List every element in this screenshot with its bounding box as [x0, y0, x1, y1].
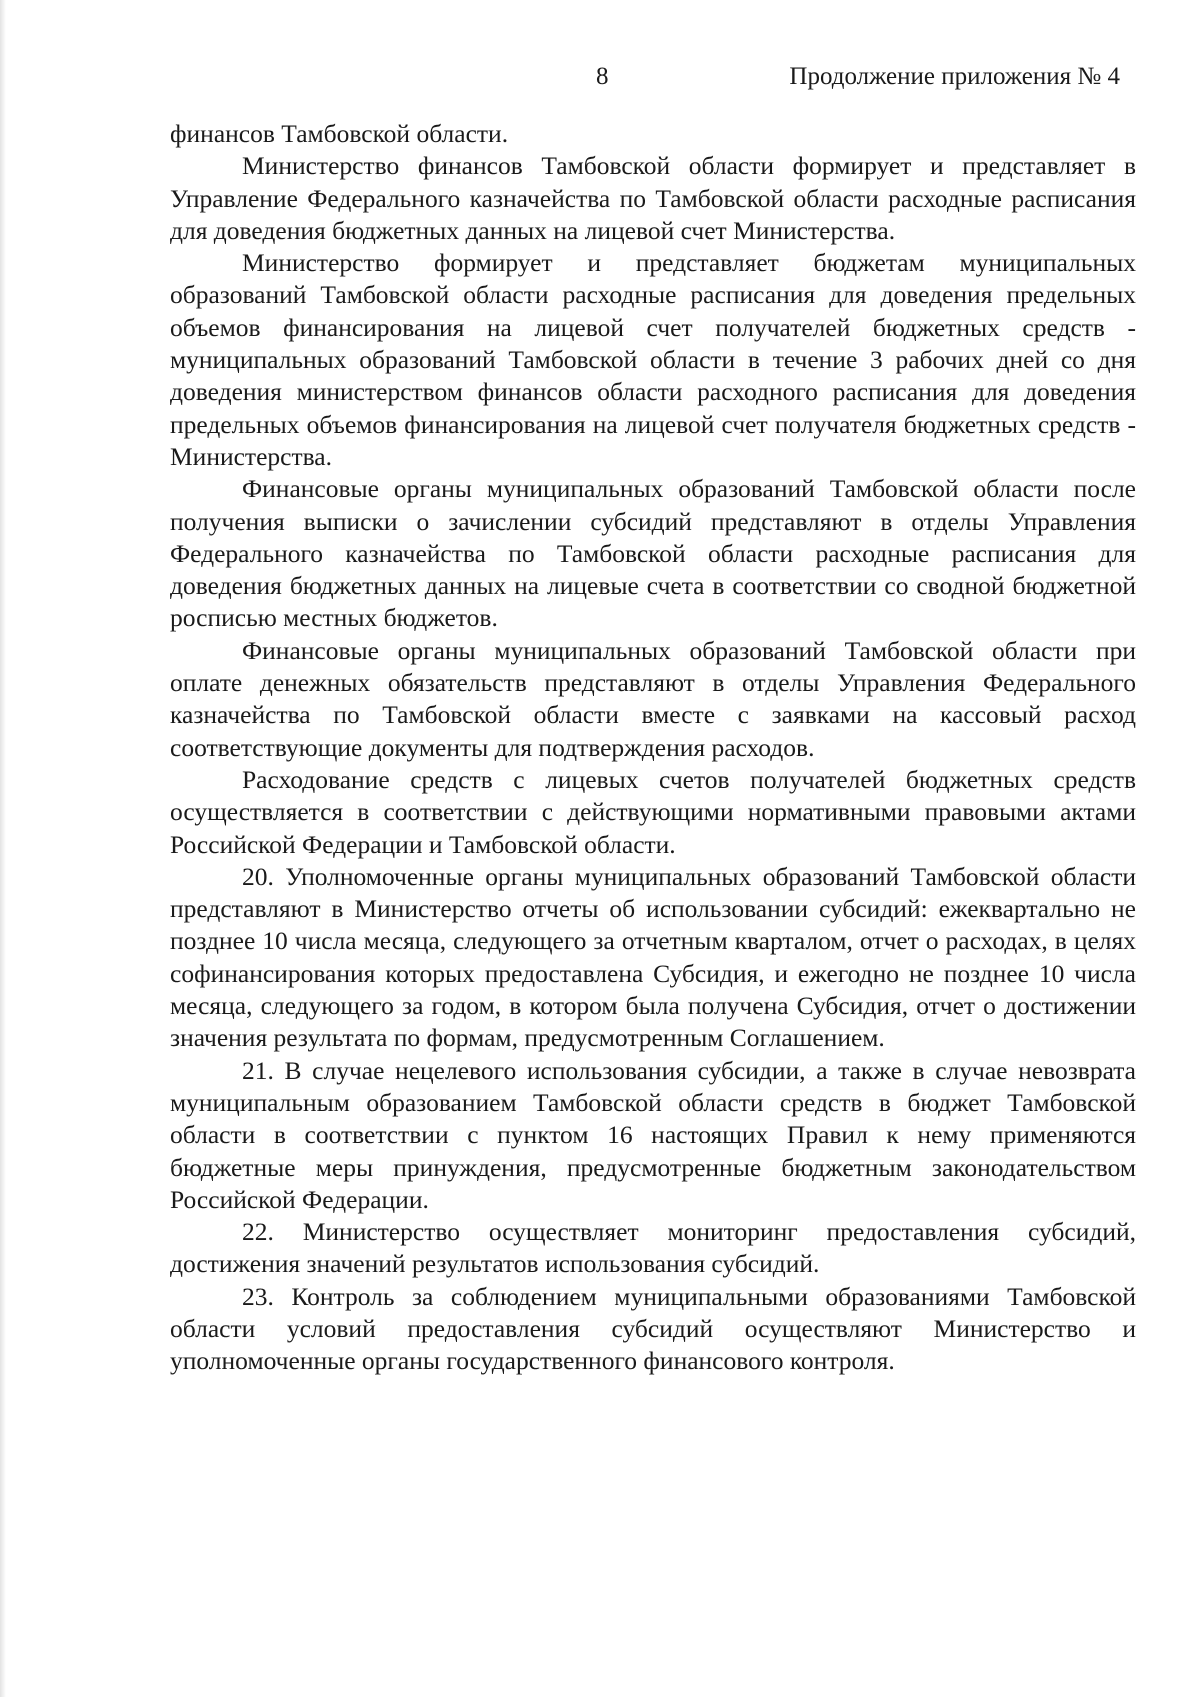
paragraph-continued: финансов Тамбовской области.: [170, 119, 509, 148]
paragraph: Финансовые органы муниципальных образований Тамбовской области при оплате денежных обязательств представляют в отделы Управления Федерального казначейства по Тамбовской области вместе с заявками на кассовый расход соответствующие документы для подтверждения расходов.: [170, 635, 1136, 762]
body-text: [170, 118, 1136, 1378]
paragraph: Министерство финансов Тамбовской области формирует и представляет в Управление Федерального казначейства по Тамбовской области расходные расписания для доведения бюджетных данных на лицевой счет Министерства.: [170, 151, 1136, 245]
paragraph-item-20: 20. Уполномоченные органы муниципальных образований Тамбовской области представляют в Министерство отчеты об использовании субсидий: ежеквартально не позднее 10 числа месяца, следующего за отчетным кварталом, отчет о расходах, в целях софинансирования которых предоставлена Субсидия, и ежегодно не позднее 10 числа месяца, следующего за годом, в котором была получена Субсидия, отчет о достижении значения результата по формам, предусмотренным Соглашением.: [170, 861, 1136, 1053]
paragraph-item-22: 22. Министерство осуществляет мониторинг предоставления субсидий, достижения значений результатов использования субсидий.: [170, 1217, 1136, 1279]
paragraph: Министерство формирует и представляет бюджетам муниципальных образований Тамбовской области расходные расписания для доведения предельных объемов финансирования на лицевой счет получателей бюджетных средств - муниципальных образований Тамбовской области в течение 3 рабочих дней со дня доведения министерством финансов области расходного расписания для доведения предельных объемов финансирования на лицевой счет получателя бюджетных средств - Министерства.: [170, 248, 1136, 471]
paragraph: Финансовые органы муниципальных образований Тамбовской области после получения выписки о зачислении субсидий представляют в отделы Управления Федерального казначейства по Тамбовской области расходные расписания для доведения бюджетных данных на лицевые счета в соответствии со сводной бюджетной росписью местных бюджетов.: [170, 474, 1136, 633]
page-number: 8: [596, 63, 609, 90]
paragraph: Расходование средств с лицевых счетов получателей бюджетных средств осуществляется в соответствии с действующими нормативными правовыми актами Российской Федерации и Тамбовской области.: [170, 764, 1136, 859]
paragraph-item-21: 21. В случае нецелевого использования субсидии, а также в случае невозврата муниципальным образованием Тамбовской области средств в бюджет Тамбовской области в соответствии с пунктом 16 настоящих Правил к нему применяются бюджетные меры принуждения, предусмотренные бюджетным законодательством Российской Федерации.: [170, 1055, 1136, 1214]
paragraph-item-23: 23. Контроль за соблюдением муниципальными образованиями Тамбовской области условий предоставления субсидий осуществляют Министерство и уполномоченные органы государственного финансового контроля.: [170, 1281, 1136, 1376]
continuation-note: Продолжение приложения № 4: [789, 63, 1120, 90]
